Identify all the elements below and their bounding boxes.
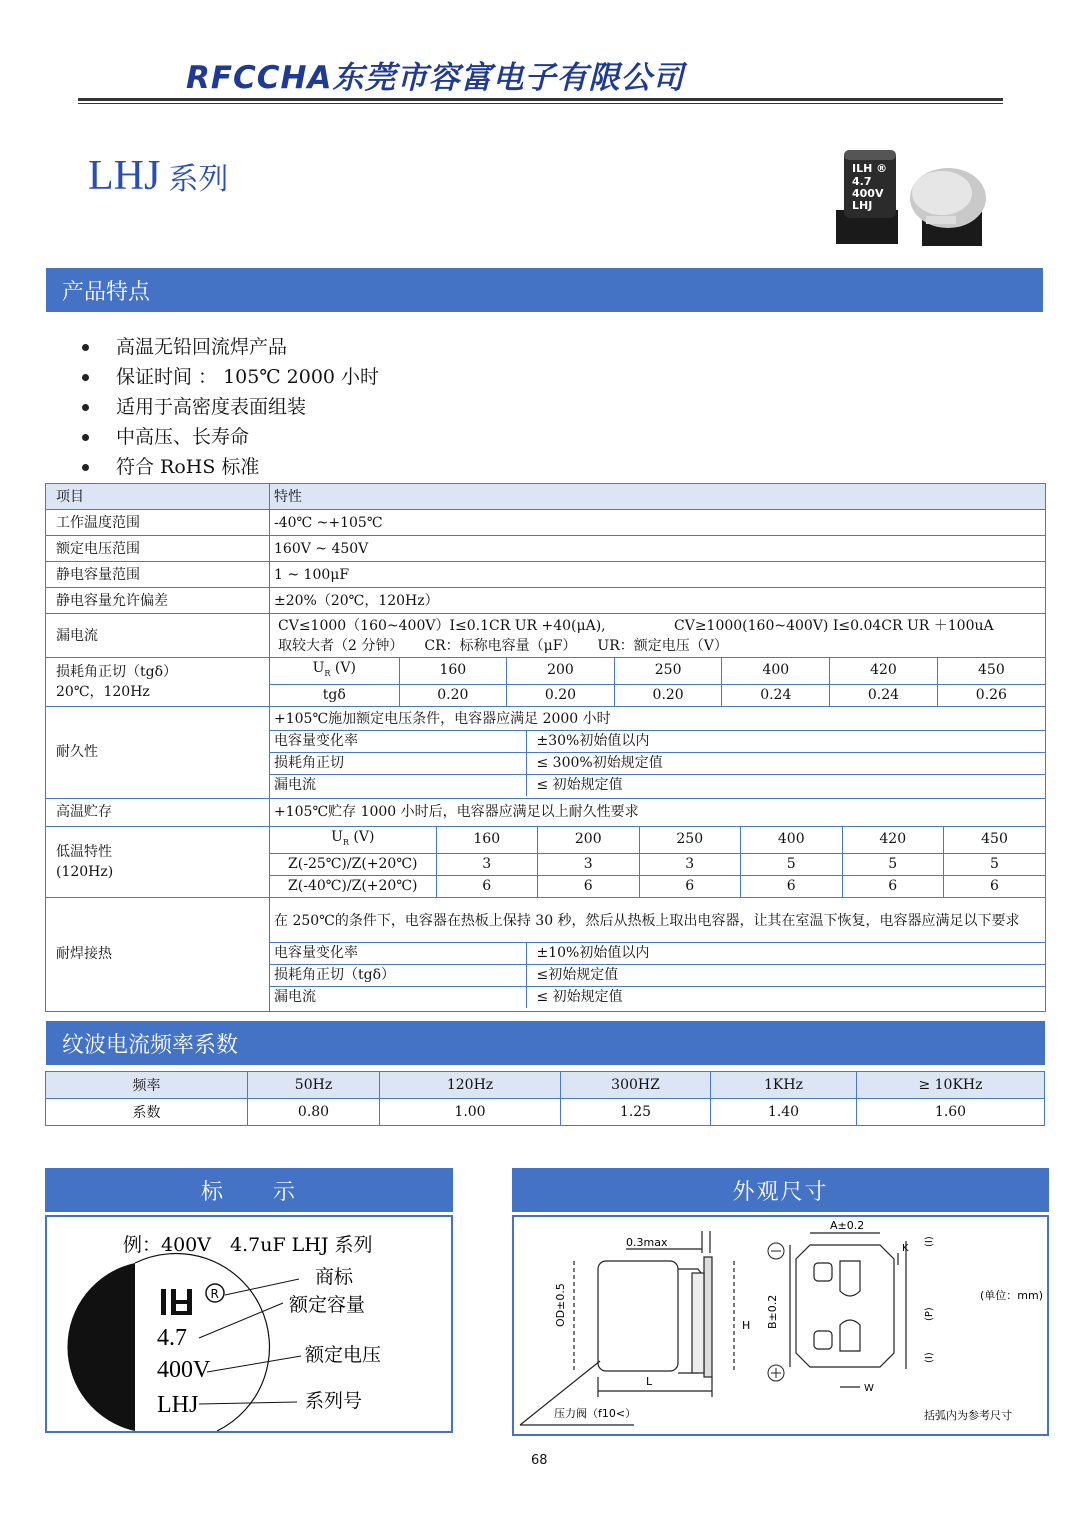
ripple-value-cell: 1.60 xyxy=(857,1099,1045,1126)
ripple-table xyxy=(45,1071,1045,1126)
spec-header-char: 特性 xyxy=(270,484,1046,510)
lowtemp-ur-label: $U_R$ (V) xyxy=(270,827,436,853)
lowtemp-cell: 420 xyxy=(842,827,944,853)
marking-example: 例：400V 4.7uF LHJ 系列 xyxy=(123,1234,373,1256)
tand-cell: 0.20 xyxy=(507,684,615,706)
spec-label: 耐焊接热 xyxy=(46,897,270,1011)
marking-cap: 4.7 xyxy=(157,1325,187,1351)
tand-cell: 0.24 xyxy=(830,684,938,706)
dim-w: W xyxy=(864,1383,874,1394)
spec-value: 160V ~ 450V xyxy=(270,536,1046,562)
section-marking-header: 标 示 xyxy=(45,1168,453,1212)
front-view xyxy=(790,1233,906,1387)
solder-intro: 在 250℃的条件下，电容器在热板上保持 30 秒，然后从热板上取出电容器，让其在室温下恢复，电容器应满足以下要求 xyxy=(270,900,1045,943)
endurance-intro: +105℃施加额定电压条件，电容器应满足 2000 小时 xyxy=(270,709,1045,731)
label-voltage: 额定电压 xyxy=(305,1344,382,1366)
brand-logo-icon xyxy=(161,1284,224,1315)
lowtemp-condition: (120Hz) xyxy=(56,863,114,880)
marking-volt: 400V xyxy=(157,1357,211,1383)
series-title xyxy=(88,152,228,200)
dimensions-box xyxy=(512,1215,1049,1436)
lowtemp-cell: 3 xyxy=(538,853,640,875)
lowtemp-cell: 5 xyxy=(842,853,944,875)
endurance-item: 电容量变化率 xyxy=(270,730,526,752)
tand-cell: 0.20 xyxy=(614,684,722,706)
endurance-value: ±30%初始值以内 xyxy=(526,730,1045,752)
spec-label: 静电容量范围 xyxy=(46,562,270,588)
lowtemp-cell: 160 xyxy=(436,827,538,853)
lowtemp-cell: 450 xyxy=(944,827,1046,853)
tand-cell: 250 xyxy=(614,658,722,684)
ripple-header-cell: 50Hz xyxy=(248,1072,380,1099)
tand-ur-label: $U_R$ (V) xyxy=(270,658,399,684)
tand-cell: 400 xyxy=(722,658,830,684)
header-rule xyxy=(78,98,1003,101)
leakage-line-1b: CV≥1000(160~400V) I≤0.04CR UR ＋100uA xyxy=(674,617,994,634)
spec-label: 额定电压范围 xyxy=(46,536,270,562)
ripple-header-cell: 频率 xyxy=(46,1072,248,1099)
label-series: 系列号 xyxy=(305,1390,363,1412)
tand-cell: 0.24 xyxy=(722,684,830,706)
spec-value: -40℃ ~+105℃ xyxy=(270,510,1046,536)
section-features-header: 产品特点 xyxy=(46,268,1043,312)
lowtemp-label: 低温特性 xyxy=(56,843,112,860)
ripple-header-cell: 300HZ xyxy=(561,1072,711,1099)
dim-p: (P) xyxy=(924,1307,935,1321)
endurance-subtable xyxy=(270,709,1045,796)
lowtemp-cell: 6 xyxy=(842,875,944,897)
features-list xyxy=(78,332,379,482)
tand-cell: 450 xyxy=(937,658,1045,684)
ripple-header-cell: 1KHz xyxy=(711,1072,857,1099)
dim-h: H xyxy=(742,1319,751,1332)
spec-table xyxy=(45,483,1046,1012)
ripple-value-cell: 0.80 xyxy=(248,1099,380,1126)
lowtemp-cell: 6 xyxy=(741,875,843,897)
endurance-value: ≤ 300%初始规定值 xyxy=(526,752,1045,774)
dim-valve: 压力阀（f10<） xyxy=(554,1407,637,1420)
dim-od: OD±0.5 xyxy=(554,1283,567,1327)
ripple-value-cell: 1.40 xyxy=(711,1099,857,1126)
solder-subtable xyxy=(270,900,1045,1008)
page-number: 68 xyxy=(531,1453,548,1468)
dim-a: A±0.2 xyxy=(830,1219,865,1232)
tand-cell: 420 xyxy=(830,658,938,684)
section-dimensions-header: 外观尺寸 xyxy=(512,1168,1049,1212)
company-name: RFCCHA东莞市容富电子有限公司 xyxy=(186,60,685,96)
product-image xyxy=(830,148,990,253)
endurance-value: ≤ 初始规定值 xyxy=(526,774,1045,796)
ripple-header-cell: 120Hz xyxy=(380,1072,561,1099)
ripple-value-cell: 系数 xyxy=(46,1099,248,1126)
series-name: LHJ xyxy=(88,153,161,199)
tand-cell: tgδ xyxy=(270,684,399,706)
spec-value: 1 ~ 100μF xyxy=(270,562,1046,588)
lowtemp-cell: 6 xyxy=(639,875,741,897)
lowtemp-cell: 6 xyxy=(538,875,640,897)
tand-subtable xyxy=(270,658,1045,706)
lowtemp-cell: Z(-40℃)/Z(+20℃) xyxy=(270,875,436,897)
product-series-text: LHJ xyxy=(852,199,873,212)
lowtemp-cell: 400 xyxy=(741,827,843,853)
lowtemp-cell: Z(-25℃)/Z(+20℃) xyxy=(270,853,436,875)
lowtemp-cell: 3 xyxy=(436,853,538,875)
dim-i1: (I) xyxy=(924,1236,935,1247)
dim-k: K xyxy=(902,1243,909,1254)
series-suffix: 系列 xyxy=(168,162,229,197)
spec-label: 耐久性 xyxy=(46,706,270,798)
dimension-drawing xyxy=(514,1217,1047,1434)
dim-l: L xyxy=(646,1375,653,1388)
lowtemp-cell: 5 xyxy=(944,853,1046,875)
label-trademark: 商标 xyxy=(315,1266,354,1288)
solder-item: 损耗角正切（tgδ） xyxy=(270,965,526,987)
feature-item: 符合 RoHS 标准 xyxy=(78,452,379,482)
svg-text:R: R xyxy=(210,1287,219,1301)
lowtemp-cell: 5 xyxy=(741,853,843,875)
header-rule-thin xyxy=(78,103,1003,104)
feature-item: 适用于高密度表面组装 xyxy=(78,392,379,422)
svg-text:ILH ®: ILH ® xyxy=(852,162,888,175)
endurance-item: 损耗角正切 xyxy=(270,752,526,774)
marking-series: LHJ xyxy=(157,1392,199,1418)
lowtemp-subtable xyxy=(270,827,1045,897)
spec-value: +105℃贮存 1000 小时后，电容器应满足以上耐久性要求 xyxy=(270,798,1046,826)
spec-label: 静电容量允许偏差 xyxy=(46,588,270,614)
solder-item: 漏电流 xyxy=(270,987,526,1009)
tand-cell: 160 xyxy=(399,658,507,684)
solder-item: 电容量变化率 xyxy=(270,943,526,965)
marking-box xyxy=(45,1215,453,1433)
tand-cell: 0.20 xyxy=(399,684,507,706)
lowtemp-cell: 200 xyxy=(538,827,640,853)
lowtemp-cell: 3 xyxy=(639,853,741,875)
spec-label: 高温贮存 xyxy=(46,798,270,826)
spec-label: 漏电流 xyxy=(46,614,270,658)
dim-max: 0.3max xyxy=(626,1236,668,1249)
tand-label: 损耗角正切（tgδ） xyxy=(56,663,178,680)
spec-header-item: 项目 xyxy=(46,484,270,510)
solder-value: ≤初始规定值 xyxy=(526,965,1045,987)
feature-item: 高温无铅回流焊产品 xyxy=(78,332,379,362)
dim-b: B±0.2 xyxy=(766,1294,779,1329)
feature-item: 中高压、长寿命 xyxy=(78,422,379,452)
leakage-line-2: 取较大者（2 分钟） CR：标称电容量（μF） UR：额定电压（V） xyxy=(278,637,728,654)
dim-unit: (单位：mm) xyxy=(980,1289,1044,1302)
lowtemp-cell: 6 xyxy=(436,875,538,897)
endurance-item: 漏电流 xyxy=(270,774,526,796)
leakage-line-1a: CV≤1000（160~400V）I≤0.1CR UR +40(μA), xyxy=(278,617,606,634)
product-cap-text: 4.7 xyxy=(852,175,872,188)
marking-diagram xyxy=(47,1217,451,1431)
dim-i2: (I) xyxy=(924,1352,935,1363)
solder-value: ≤ 初始规定值 xyxy=(526,987,1045,1009)
label-capacity: 额定容量 xyxy=(289,1294,366,1316)
solder-value: ±10%初始值以内 xyxy=(526,943,1045,965)
section-ripple-header: 纹波电流频率系数 xyxy=(46,1021,1045,1065)
tand-condition: 20℃，120Hz xyxy=(56,683,150,700)
feature-item: 保证时间 ： 105℃ 2000 小时 xyxy=(78,362,379,392)
tand-cell: 200 xyxy=(507,658,615,684)
ripple-value-cell: 1.00 xyxy=(380,1099,561,1126)
dim-note: 括弧内为参考尺寸 xyxy=(924,1409,1012,1422)
ripple-header-cell: ≥ 10KHz xyxy=(857,1072,1045,1099)
side-view xyxy=(520,1231,734,1425)
product-volt-text: 400V xyxy=(852,187,884,200)
lowtemp-cell: 6 xyxy=(944,875,1046,897)
lowtemp-cell: 250 xyxy=(639,827,741,853)
spec-label: 工作温度范围 xyxy=(46,510,270,536)
tand-cell: 0.26 xyxy=(937,684,1045,706)
ripple-value-cell: 1.25 xyxy=(561,1099,711,1126)
spec-value: ±20%（20℃，120Hz） xyxy=(270,588,1046,614)
